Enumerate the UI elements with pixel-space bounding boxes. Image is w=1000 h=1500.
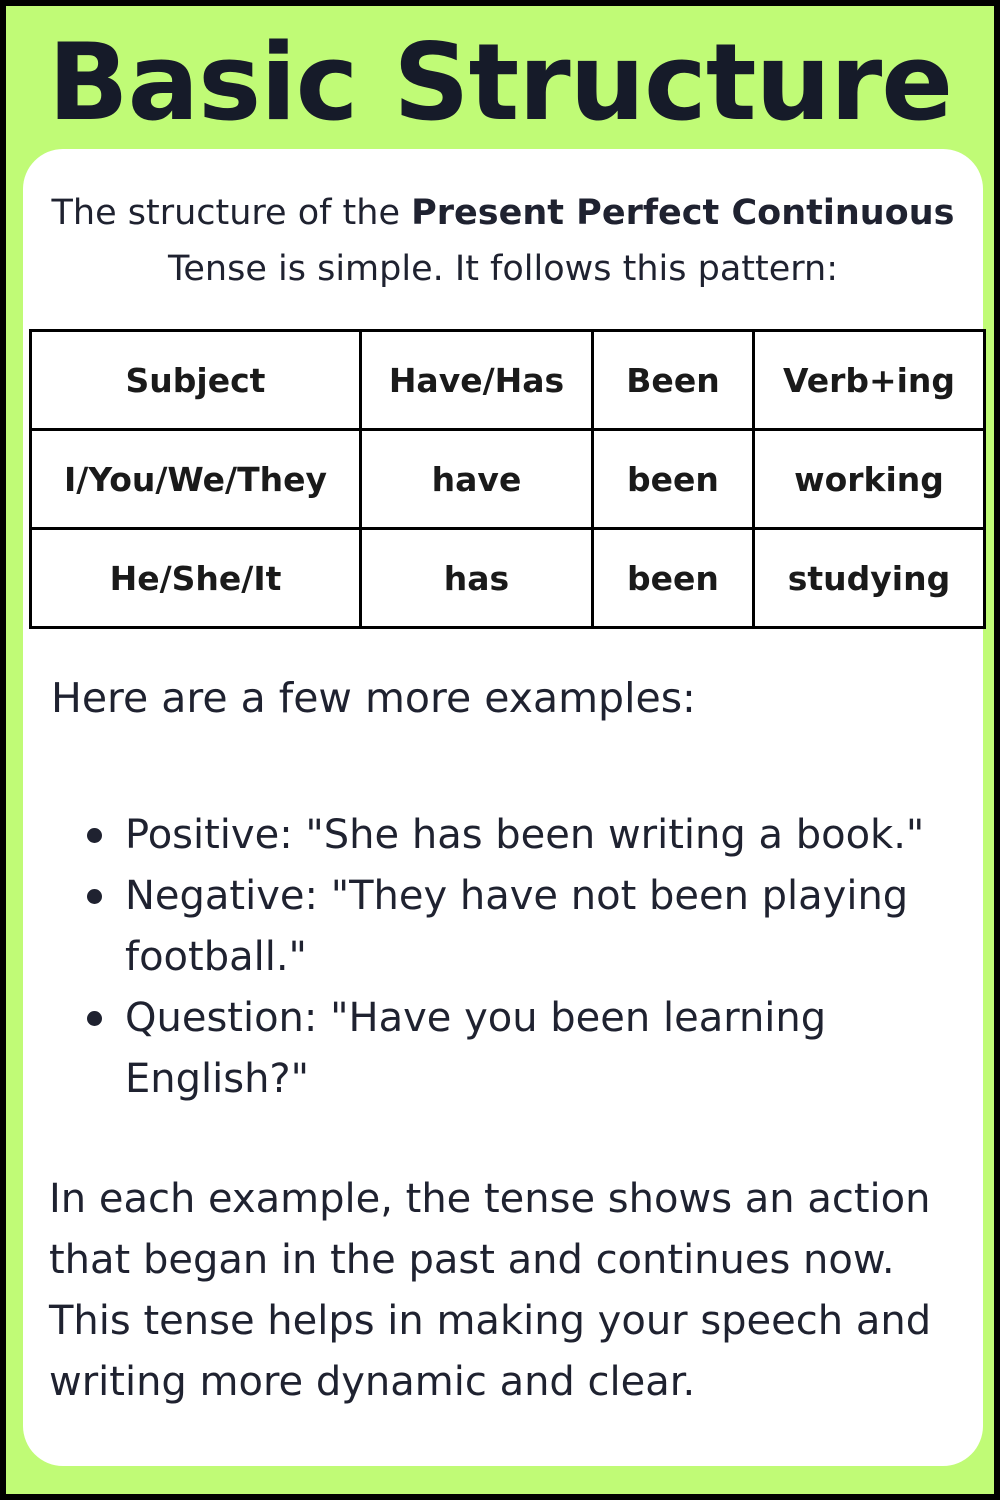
example-text: Question: "Have you been learning English?" (125, 995, 827, 1102)
table-cell: been (593, 430, 754, 529)
bullet-icon (87, 828, 102, 843)
table-cell: has (361, 529, 593, 628)
list-item (81, 866, 961, 988)
intro-text (23, 185, 983, 297)
summary-text: In each example, the tense shows an action that began in the past and continues now. This tense helps in making your speech and writing more dynamic and clear. (49, 1176, 932, 1405)
table-cell: working (754, 430, 985, 529)
intro-prefix: The structure of the (51, 193, 412, 233)
table-header-cell: Subject (31, 331, 361, 430)
table-header-cell: Been (593, 331, 754, 430)
table-cell: been (593, 529, 754, 628)
table-row (31, 529, 985, 628)
table-cell: studying (754, 529, 985, 628)
bullet-icon (87, 889, 102, 904)
table-row (31, 430, 985, 529)
structure-table (29, 329, 986, 629)
examples-heading: Here are a few more examples: (51, 674, 696, 722)
example-text: Negative: "They have not been playing football." (125, 873, 909, 980)
intro-suffix: Tense is simple. It follows this pattern: (167, 249, 839, 289)
page-title: Basic Structure (47, 21, 953, 144)
table-header-cell: Verb+ing (754, 331, 985, 430)
bullet-icon (87, 1011, 102, 1026)
content-card (23, 149, 983, 1466)
table-cell: He/She/It (31, 529, 361, 628)
table-header-cell: Have/Has (361, 331, 593, 430)
table-cell: I/You/We/They (31, 430, 361, 529)
table-header-row (31, 331, 985, 430)
table-cell: have (361, 430, 593, 529)
list-item (81, 988, 961, 1110)
intro-emphasis: Present Perfect Continuous (411, 193, 955, 233)
list-item (81, 805, 961, 866)
example-text: Positive: "She has been writing a book." (125, 812, 925, 858)
examples-list (81, 805, 961, 1110)
